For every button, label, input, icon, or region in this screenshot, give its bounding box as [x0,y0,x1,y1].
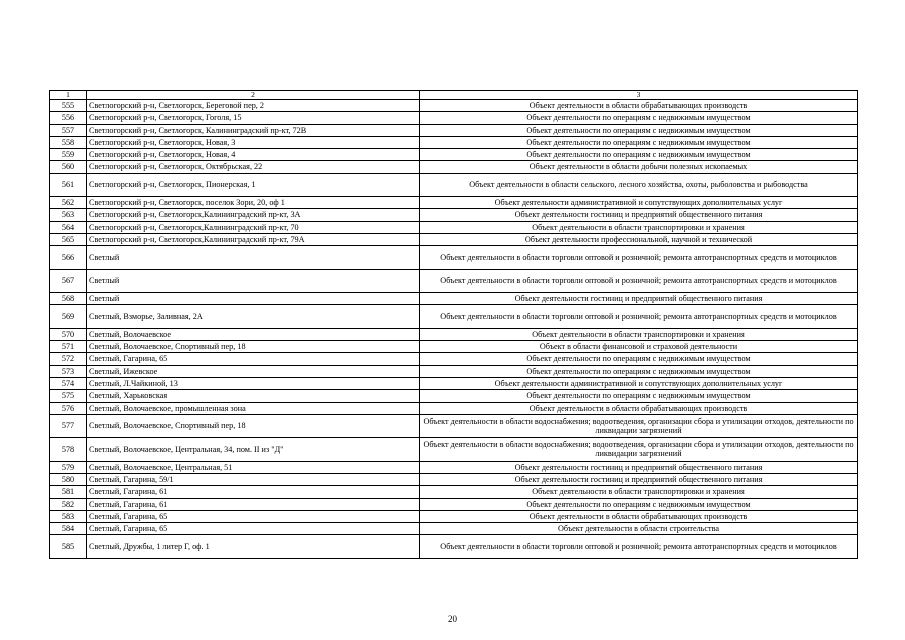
row-activity-type: Объект деятельности в области сельского, лесного хозяйства, охоты, рыболовства и рыбоводства [420,173,858,196]
row-number: 563 [50,209,87,221]
row-address: Светлогорский р-н, Светлогорск, Новая, 4 [87,149,420,161]
row-number: 580 [50,473,87,485]
row-activity-type: Объект деятельности по операциям с недвижимым имуществом [420,390,858,402]
table-row [50,473,858,485]
row-address: Светлый, Л.Чайкиной, 13 [87,378,420,390]
row-number: 576 [50,402,87,414]
row-address: Светлый, Гагарина, 61 [87,486,420,498]
row-number: 570 [50,328,87,340]
row-activity-type: Объект деятельности в области обрабатывающих производств [420,510,858,522]
row-number: 574 [50,378,87,390]
table-row [50,328,858,340]
objects-table [49,90,858,559]
row-activity-type: Объект деятельности по операциям с недвижимым имуществом [420,112,858,124]
table-row [50,209,858,221]
row-activity-type: Объект деятельности гостиниц и предприятий общественного питания [420,473,858,485]
table-row [50,234,858,246]
row-activity-type: Объект деятельности в области транспортировки и хранения [420,221,858,233]
row-number: 558 [50,136,87,148]
row-address: Светлогорский р-н, Светлогорск, Пионерская, 1 [87,173,420,196]
row-address: Светлогорский р-н, Светлогорск, Калининградский пр-кт, 72В [87,124,420,136]
table-row [50,438,858,461]
table-body [50,100,858,559]
row-address: Светлый, Волочаевское, Центральная, 51 [87,461,420,473]
header-col-1: 1 [50,91,87,100]
row-activity-type: Объект деятельности в области обрабатывающих производств [420,402,858,414]
row-activity-type: Объект деятельности в области торговли оптовой и розничной; ремонта автотранспортных средств и мотоциклов [420,305,858,328]
row-address: Светлогорский р-н, Светлогорск,Калининградский пр-кт, 3А [87,209,420,221]
row-address: Светлогорский р-н, Светлогорск, Новая, 3 [87,136,420,148]
row-address: Светлый, Ижевское [87,365,420,377]
row-activity-type: Объект деятельности в области торговли оптовой и розничной; ремонта автотранспортных средств и мотоциклов [420,535,858,558]
row-address: Светлый, Волочаевское, Спортивный пер, 18 [87,414,420,437]
row-number: 579 [50,461,87,473]
row-address: Светлый, Волочаевское, промышленная зона [87,402,420,414]
row-number: 565 [50,234,87,246]
row-address: Светлый, Гагарина, 61 [87,498,420,510]
row-address: Светлый, Волочаевское [87,328,420,340]
row-number: 568 [50,293,87,305]
row-number: 562 [50,197,87,209]
table-row [50,414,858,437]
row-activity-type: Объект деятельности административной и сопутствующих дополнительных услуг [420,197,858,209]
table-row [50,486,858,498]
table-row [50,341,858,353]
row-address: Светлогорский р-н, Светлогорск,Калининградский пр-кт, 70 [87,221,420,233]
row-number: 555 [50,100,87,112]
row-activity-type: Объект деятельности в области транспортировки и хранения [420,328,858,340]
row-address: Светлый [87,269,420,292]
row-address: Светлый, Волочаевское, Центральная, 34, пом. II из "Д" [87,438,420,461]
row-address: Светлый, Гагарина, 65 [87,510,420,522]
row-number: 560 [50,161,87,173]
row-number: 569 [50,305,87,328]
row-address: Светлогорский р-н, Светлогорск, Береговой пер, 2 [87,100,420,112]
table-row [50,246,858,269]
table-row [50,535,858,558]
table-row [50,124,858,136]
row-address: Светлый, Волочаевское, Спортивный пер, 18 [87,341,420,353]
table-row [50,269,858,292]
row-number: 577 [50,414,87,437]
table-row [50,161,858,173]
row-number: 556 [50,112,87,124]
row-activity-type: Объект деятельности по операциям с недвижимым имуществом [420,498,858,510]
row-number: 582 [50,498,87,510]
row-activity-type: Объект деятельности в области строительства [420,523,858,535]
table-row [50,523,858,535]
row-number: 575 [50,390,87,402]
row-address: Светлый, Взморье, Заливная, 2А [87,305,420,328]
row-address: Светлогорский р-н, Светлогорск, поселок Зори, 20, оф 1 [87,197,420,209]
row-number: 564 [50,221,87,233]
row-address: Светлый [87,246,420,269]
row-address: Светлый, Гагарина, 59/1 [87,473,420,485]
row-activity-type: Объект деятельности в области транспортировки и хранения [420,486,858,498]
row-activity-type: Объект деятельности в области торговли оптовой и розничной; ремонта автотранспортных средств и мотоциклов [420,246,858,269]
table-row [50,221,858,233]
row-number: 585 [50,535,87,558]
table-row [50,402,858,414]
row-number: 581 [50,486,87,498]
row-activity-type: Объект деятельности по операциям с недвижимым имуществом [420,149,858,161]
row-activity-type: Объект деятельности в области водоснабжения; водоотведения, организации сбора и утилизации отходов, деятельности по ликвидации загрязнений [420,438,858,461]
row-number: 567 [50,269,87,292]
table-row [50,100,858,112]
row-activity-type: Объект деятельности профессиональной, научной и технической [420,234,858,246]
row-address: Светлый, Дружбы, 1 литер Г, оф. 1 [87,535,420,558]
table-row [50,461,858,473]
row-address: Светлый, Харьковская [87,390,420,402]
row-activity-type: Объект деятельности административной и сопутствующих дополнительных услуг [420,378,858,390]
table-row [50,173,858,196]
row-activity-type: Объект деятельности в области добычи полезных ископаемых [420,161,858,173]
row-address: Светлогорский р-н, Светлогорск, Октябрьская, 22 [87,161,420,173]
row-activity-type: Объект деятельности в области обрабатывающих производств [420,100,858,112]
row-activity-type: Объект деятельности в области торговли оптовой и розничной; ремонта автотранспортных средств и мотоциклов [420,269,858,292]
table-row [50,197,858,209]
row-address: Светлый, Гагарина, 65 [87,353,420,365]
row-address: Светлогорский р-н, Светлогорск, Гоголя, 15 [87,112,420,124]
row-address: Светлогорский р-н, Светлогорск,Калининградский пр-кт, 79А [87,234,420,246]
table-row [50,378,858,390]
row-number: 561 [50,173,87,196]
header-col-3: 3 [420,91,858,100]
row-activity-type: Объект деятельности гостиниц и предприятий общественного питания [420,209,858,221]
header-col-2: 2 [87,91,420,100]
row-activity-type: Объект деятельности гостиниц и предприятий общественного питания [420,293,858,305]
row-activity-type: Объект деятельности по операциям с недвижимым имуществом [420,124,858,136]
table-header-row [50,91,858,100]
page-number: 20 [448,614,457,624]
row-number: 566 [50,246,87,269]
row-activity-type: Объект деятельности в области водоснабжения; водоотведения, организации сбора и утилизации отходов, деятельности по ликвидации загрязнений [420,414,858,437]
table-row [50,353,858,365]
table-row [50,293,858,305]
row-address: Светлый, Гагарина, 65 [87,523,420,535]
row-address: Светлый [87,293,420,305]
table-row [50,305,858,328]
row-activity-type: Объект деятельности по операциям с недвижимым имуществом [420,353,858,365]
row-number: 557 [50,124,87,136]
table-row [50,510,858,522]
table-row [50,498,858,510]
table-row [50,136,858,148]
table-row [50,390,858,402]
row-number: 578 [50,438,87,461]
row-activity-type: Объект деятельности гостиниц и предприятий общественного питания [420,461,858,473]
row-activity-type: Объект в области финансовой и страховой деятельности [420,341,858,353]
row-activity-type: Объект деятельности по операциям с недвижимым имуществом [420,365,858,377]
row-number: 572 [50,353,87,365]
table-row [50,112,858,124]
row-number: 571 [50,341,87,353]
row-activity-type: Объект деятельности по операциям с недвижимым имуществом [420,136,858,148]
row-number: 559 [50,149,87,161]
row-number: 573 [50,365,87,377]
row-number: 584 [50,523,87,535]
row-number: 583 [50,510,87,522]
table-row [50,149,858,161]
table-row [50,365,858,377]
